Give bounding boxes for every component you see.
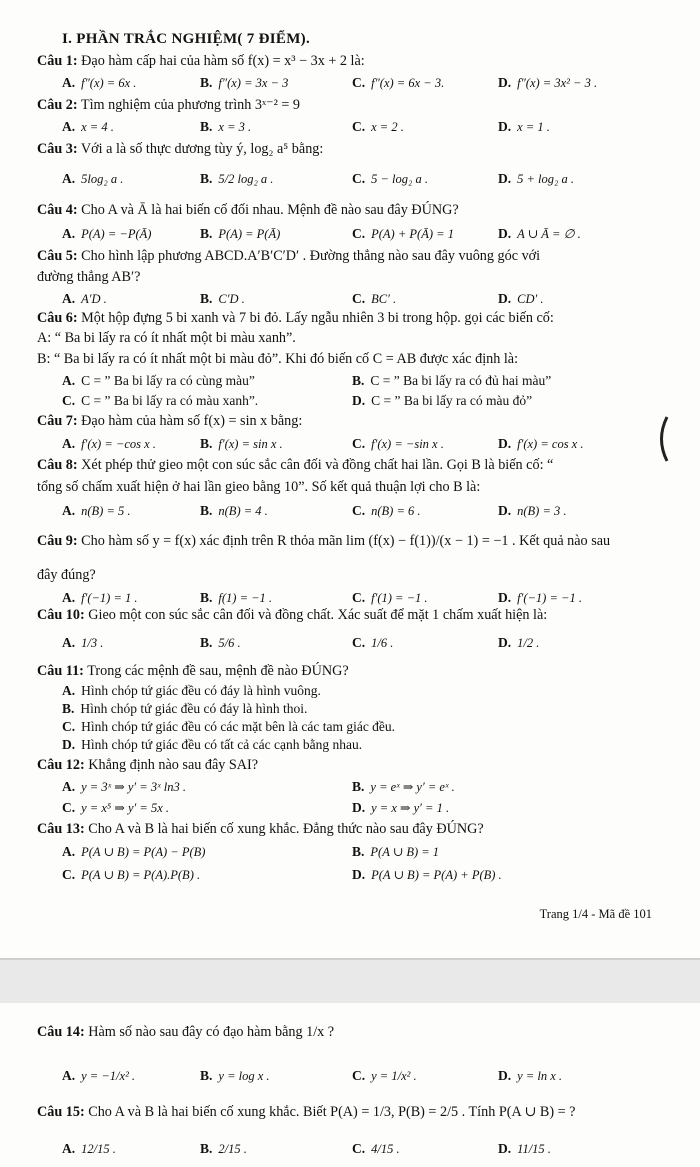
question-3: Câu 3: Với a là số thực dương tùy ý, log₂ a⁵ bằng: xyxy=(37,141,324,157)
option-c[interactable]: C. f′(x) = −sin x . xyxy=(352,436,444,451)
page-footer: Trang 1/4 - Mã đề 101 xyxy=(539,907,652,921)
option-c[interactable]: C. BC′ . xyxy=(352,291,397,306)
option-c[interactable]: C. 5 − log₂ a . xyxy=(352,171,429,186)
option-b[interactable]: B. f″(x) = 3x − 3 xyxy=(200,75,289,90)
question-label: Câu 1: xyxy=(37,53,78,69)
option-d[interactable]: D. f″(x) = 3x² − 3 . xyxy=(498,75,598,90)
parenthesis-mark-icon xyxy=(652,415,672,463)
question-6-event-b: B: “ Ba bi lấy ra có ít nhất một bi màu đỏ”. Khi đó biến cố C = AB được xác định là: xyxy=(37,351,519,367)
option-d[interactable]: D. CD′ . xyxy=(498,291,544,306)
question-2: Câu 2: Tìm nghiệm của phương trình 3ˣ⁻² = 9 xyxy=(37,97,301,113)
question-13: Câu 13: Cho A và B là hai biến cố xung khắc. Đẳng thức nào sau đây ĐÚNG? xyxy=(37,821,484,837)
option-a[interactable]: A. f′(−1) = 1 . xyxy=(62,590,138,605)
option-d[interactable]: D. y = x ⇒ y′ = 1 . xyxy=(352,800,450,815)
option-b[interactable]: B. Hình chóp tứ giác đều có đáy là hình thoi. xyxy=(62,701,308,716)
option-c[interactable]: C. n(B) = 6 . xyxy=(352,503,421,518)
option-d[interactable]: D. C = ” Ba bi lấy ra có màu đỏ” xyxy=(352,393,533,408)
question-6-event-a: A: “ Ba bi lấy ra có ít nhất một bi màu xanh”. xyxy=(37,330,296,346)
option-a[interactable]: A. A′D . xyxy=(62,291,107,306)
option-d[interactable]: D. P(A ∪ B) = P(A) + P(B) . xyxy=(352,867,502,882)
option-a[interactable]: A. n(B) = 5 . xyxy=(62,503,131,518)
option-a[interactable]: A. y = −1/x² . xyxy=(62,1068,136,1083)
option-b[interactable]: B. P(A) = P(Ā) xyxy=(200,226,281,241)
option-d[interactable]: D. x = 1 . xyxy=(498,119,550,134)
question-8-cont: tổng số chấm xuất hiện ở hai lần gieo bằng 10”. Số kết quả thuận lợi cho B là: xyxy=(37,479,481,495)
option-c[interactable]: C. x = 2 . xyxy=(352,119,404,134)
option-a[interactable]: A. P(A) = −P(Ā) xyxy=(62,226,152,241)
option-d[interactable]: D. A ∪ Ā = ∅ . xyxy=(498,226,581,241)
question-4: Câu 4: Cho A và Ā là hai biến cố đối nhau. Mệnh đề nào sau đây ĐÚNG? xyxy=(37,202,459,218)
option-c[interactable]: C. f′(1) = −1 . xyxy=(352,590,428,605)
question-7: Câu 7: Đạo hàm của hàm số f(x) = sin x bằng: xyxy=(37,413,303,429)
option-a[interactable]: A. Hình chóp tứ giác đều có đáy là hình vuông. xyxy=(62,683,321,698)
section-title: I. PHẦN TRẮC NGHIỆM( 7 ĐIỂM). xyxy=(62,31,311,47)
question-5: Câu 5: Cho hình lập phương ABCD.A′B′C′D′ . Đường thẳng nào sau đây vuông góc với xyxy=(37,248,541,264)
option-a[interactable]: A. x = 4 . xyxy=(62,119,114,134)
question-6: Câu 6: Một hộp đựng 5 bi xanh và 7 bi đỏ. Lấy ngẫu nhiên 3 bi trong hộp. gọi các biến cố: xyxy=(37,310,554,326)
option-c[interactable]: C. Hình chóp tứ giác đều có các mặt bên là các tam giác đều. xyxy=(62,719,396,734)
option-b[interactable]: B. C′D . xyxy=(200,291,245,306)
page-2 xyxy=(0,1003,700,1167)
option-b[interactable]: B. 5/2 log₂ a . xyxy=(200,171,274,186)
option-c[interactable]: C. P(A) + P(Ā) = 1 xyxy=(352,226,454,241)
option-b[interactable]: B. 2/15 . xyxy=(200,1141,247,1156)
option-a[interactable]: A. 5log₂ a . xyxy=(62,171,124,186)
option-a[interactable]: A. y = 3ˣ ⇒ y′ = 3ˣ ln3 . xyxy=(62,779,186,794)
option-d[interactable]: D. Hình chóp tứ giác đều có tất cả các cạnh bằng nhau. xyxy=(62,737,363,752)
question-5-cont: đường thẳng AB′? xyxy=(37,269,141,285)
option-c[interactable]: C. y = 1/x² . xyxy=(352,1068,417,1083)
option-b[interactable]: B. P(A ∪ B) = 1 xyxy=(352,844,440,859)
question-8: Câu 8: Xét phép thử gieo một con súc sắc cân đối và đồng chất hai lần. Gọi B là biến cố: “ xyxy=(37,457,554,473)
option-a[interactable]: A. P(A ∪ B) = P(A) − P(B) xyxy=(62,844,206,859)
option-b[interactable]: B. x = 3 . xyxy=(200,119,252,134)
option-b[interactable]: B. f(1) = −1 . xyxy=(200,590,273,605)
option-d[interactable]: D. y = ln x . xyxy=(498,1068,563,1083)
question-10: Câu 10: Gieo một con súc sắc cân đối và đồng chất. Xác suất để mặt 1 chấm xuất hiện là: xyxy=(37,607,548,623)
option-a[interactable]: A. C = ” Ba bi lấy ra có cùng màu” xyxy=(62,373,255,388)
question-11: Câu 11: Trong các mệnh đề sau, mệnh đề nào ĐÚNG? xyxy=(37,663,349,679)
option-b[interactable]: B. C = ” Ba bi lấy ra có đủ hai màu” xyxy=(352,373,552,388)
page-break xyxy=(0,958,700,1005)
question-15: Câu 15: Cho A và B là hai biến cố xung khắc. Biết P(A) = 1/3, P(B) = 2/5 . Tính P(A ∪ B) = ? xyxy=(37,1104,576,1120)
option-b[interactable]: B. y = log x . xyxy=(200,1068,270,1083)
question-12: Câu 12: Khẳng định nào sau đây SAI? xyxy=(37,757,259,773)
option-d[interactable]: D. f′(x) = cos x . xyxy=(498,436,584,451)
option-c[interactable]: C. 1/6 . xyxy=(352,635,394,650)
option-d[interactable]: D. n(B) = 3 . xyxy=(498,503,567,518)
option-b[interactable]: B. n(B) = 4 . xyxy=(200,503,268,518)
option-b[interactable]: B. f′(x) = sin x . xyxy=(200,436,283,451)
option-d[interactable]: D. 11/15 . xyxy=(498,1141,551,1156)
option-d[interactable]: D. 1/2 . xyxy=(498,635,540,650)
option-b[interactable]: B. 5/6 . xyxy=(200,635,241,650)
option-c[interactable]: C. C = ” Ba bi lấy ra có màu xanh”. xyxy=(62,393,259,408)
option-c[interactable]: C. f″(x) = 6x − 3. xyxy=(352,75,445,90)
option-c[interactable]: C. 4/15 . xyxy=(352,1141,400,1156)
option-a[interactable]: A. f″(x) = 6x . xyxy=(62,75,137,90)
option-a[interactable]: A. f′(x) = −cos x . xyxy=(62,436,156,451)
option-c[interactable]: C. y = x⁵ ⇒ y′ = 5x . xyxy=(62,800,169,815)
option-c[interactable]: C. P(A ∪ B) = P(A).P(B) . xyxy=(62,867,201,882)
question-9: Câu 9: Cho hàm số y = f(x) xác định trên R thỏa mãn lim (f(x) − f(1))/(x − 1) = −1 . Kết quả nào sau xyxy=(37,533,611,549)
question-14: Câu 14: Hàm số nào sau đây có đạo hàm bằng 1/x ? xyxy=(37,1024,335,1040)
option-a[interactable]: A. 1/3 . xyxy=(62,635,104,650)
option-d[interactable]: D. 5 + log₂ a . xyxy=(498,171,575,186)
question-1 xyxy=(37,52,365,70)
question-9-cont: đây đúng? xyxy=(37,567,96,583)
option-b[interactable]: B. y = eˣ ⇒ y′ = eˣ . xyxy=(352,779,455,794)
option-d[interactable]: D. f′(−1) = −1 . xyxy=(498,590,582,605)
option-a[interactable]: A. 12/15 . xyxy=(62,1141,116,1156)
question-stem: Đạo hàm cấp hai của hàm số f(x) = x³ − 3x + 2 là: xyxy=(81,53,365,69)
